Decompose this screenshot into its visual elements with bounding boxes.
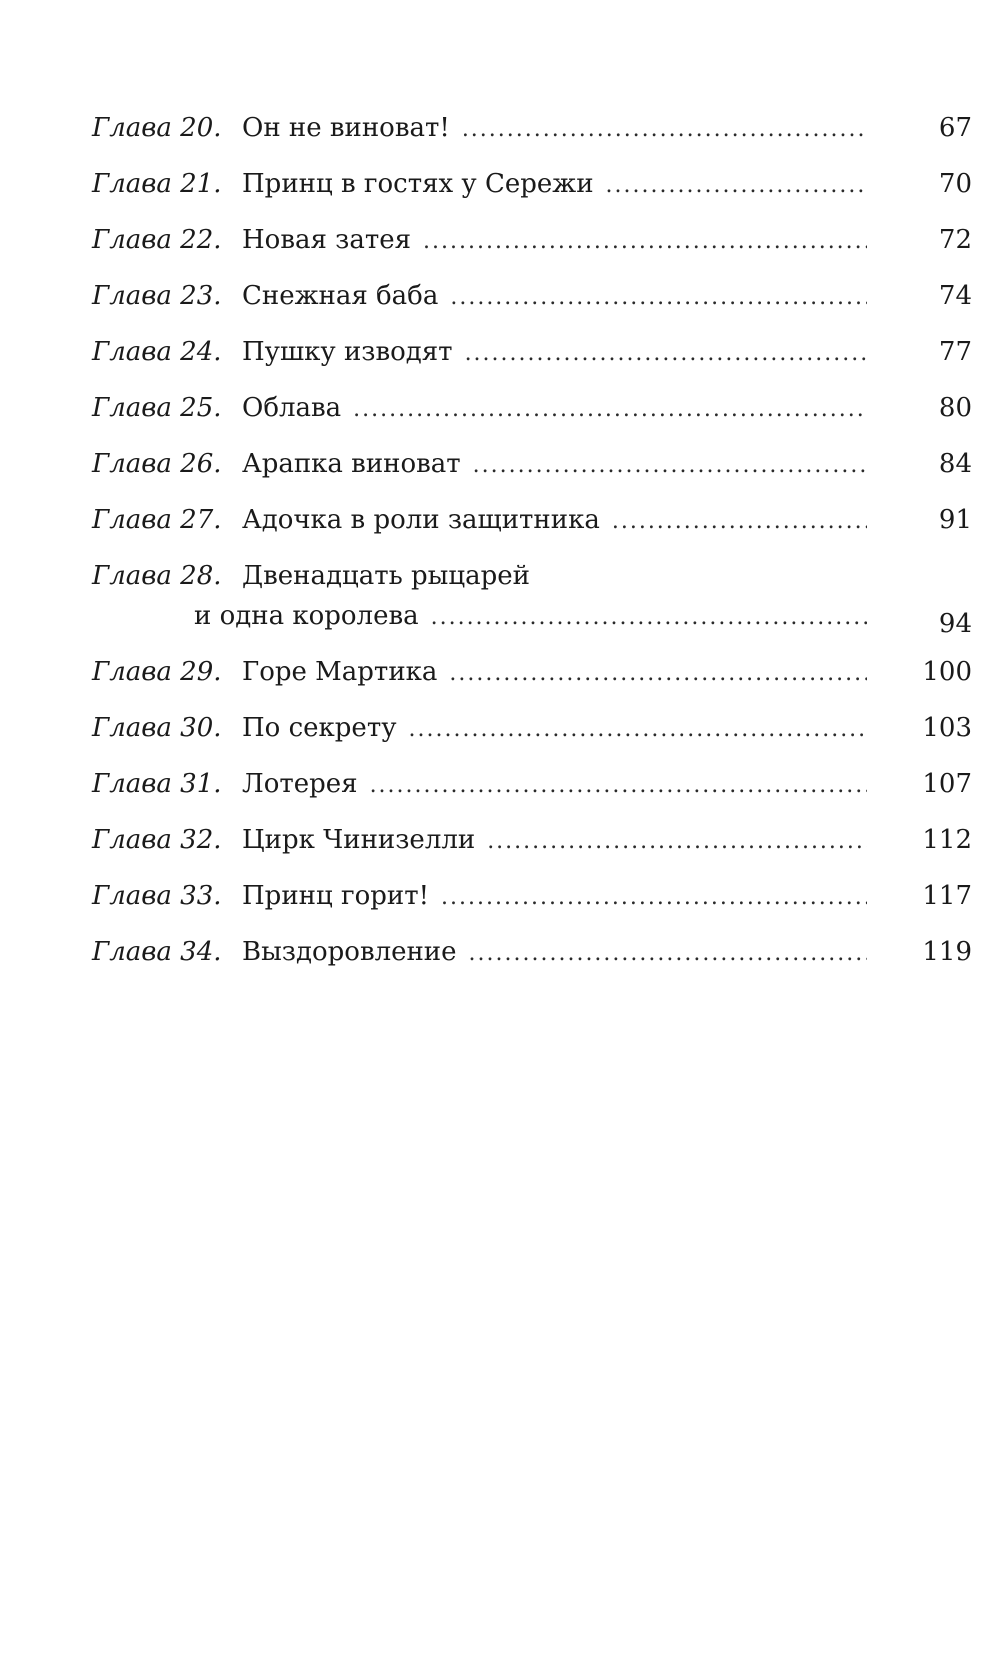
- chapter-label: Глава 30.: [92, 713, 222, 743]
- dot-leader: [606, 166, 867, 206]
- chapter-title: Пушку изводят: [242, 337, 453, 367]
- toc-entry: [92, 500, 972, 556]
- dot-leader: [431, 598, 867, 638]
- toc-entry: [92, 444, 972, 500]
- chapter-label: Глава 33.: [92, 881, 222, 911]
- page-number: 94: [938, 609, 972, 639]
- chapter-label: Глава 29.: [92, 657, 222, 687]
- dot-leader: [462, 110, 867, 150]
- dot-leader: [370, 766, 867, 806]
- dot-leader: [449, 654, 867, 694]
- chapter-label: Глава 27.: [92, 505, 222, 535]
- toc-entry: [92, 388, 972, 444]
- dot-leader: [450, 278, 867, 318]
- chapter-title: Цирк Чинизелли: [242, 825, 476, 855]
- chapter-label: Глава 32.: [92, 825, 222, 855]
- chapter-title: Выздоровление: [242, 937, 457, 967]
- chapter-title: Адочка в роли защитника: [242, 505, 600, 535]
- page-number: 112: [922, 825, 972, 855]
- chapter-label: Глава 31.: [92, 769, 222, 799]
- toc-entry: [92, 764, 972, 820]
- chapter-label: Глава 28.: [92, 561, 222, 591]
- page-number: 74: [938, 281, 972, 311]
- dot-leader: [465, 334, 867, 374]
- chapter-label: Глава 22.: [92, 225, 222, 255]
- chapter-title: Снежная баба: [242, 281, 439, 311]
- chapter-title: Арапка виноват: [242, 449, 461, 479]
- chapter-title: и одна королева: [194, 601, 419, 631]
- dot-leader: [487, 822, 867, 862]
- dot-leader: [409, 710, 867, 750]
- chapter-title: Он не виноват!: [242, 113, 450, 143]
- page-number: 70: [938, 169, 972, 199]
- chapter-title: Принц в гостях у Сережи: [242, 169, 594, 199]
- chapter-label: Глава 21.: [92, 169, 222, 199]
- toc-entry: [92, 652, 972, 708]
- chapter-title: По секрету: [242, 713, 397, 743]
- chapter-title: Принц горит!: [242, 881, 430, 911]
- page-number: 67: [938, 113, 972, 143]
- chapter-label: Глава 20.: [92, 113, 222, 143]
- table-of-contents: [92, 108, 972, 988]
- toc-entry: [92, 876, 972, 932]
- toc-entry: [92, 556, 972, 652]
- page-number: 84: [938, 449, 972, 479]
- chapter-label: Глава 24.: [92, 337, 222, 367]
- toc-entry: [92, 164, 972, 220]
- chapter-title: Новая затея: [242, 225, 411, 255]
- dot-leader: [423, 222, 867, 262]
- toc-entry: [92, 220, 972, 276]
- chapter-title: Горе Мартика: [242, 657, 438, 687]
- dot-leader: [612, 502, 867, 542]
- page-number: 117: [922, 881, 972, 911]
- toc-entry: [92, 708, 972, 764]
- page-number: 72: [938, 225, 972, 255]
- toc-entry: [92, 932, 972, 988]
- page-number: 107: [922, 769, 972, 799]
- chapter-label: Глава 23.: [92, 281, 222, 311]
- page-number: 103: [922, 713, 972, 743]
- dot-leader: [469, 934, 867, 974]
- page-number: 91: [938, 505, 972, 535]
- page-number: 80: [938, 393, 972, 423]
- toc-entry: [92, 108, 972, 164]
- chapter-title-line1: Двенадцать рыцарей: [242, 561, 530, 591]
- chapter-label: Глава 26.: [92, 449, 222, 479]
- page-number: 100: [922, 657, 972, 687]
- dot-leader: [353, 390, 867, 430]
- toc-entry: [92, 276, 972, 332]
- page-number: 77: [938, 337, 972, 367]
- dot-leader: [441, 878, 867, 918]
- toc-entry: [92, 332, 972, 388]
- chapter-label: Глава 25.: [92, 393, 222, 423]
- chapter-title: Лотерея: [242, 769, 358, 799]
- chapter-title: Облава: [242, 393, 342, 423]
- toc-entry: [92, 820, 972, 876]
- dot-leader: [473, 446, 867, 486]
- chapter-label: Глава 34.: [92, 937, 222, 967]
- page-number: 119: [922, 937, 972, 967]
